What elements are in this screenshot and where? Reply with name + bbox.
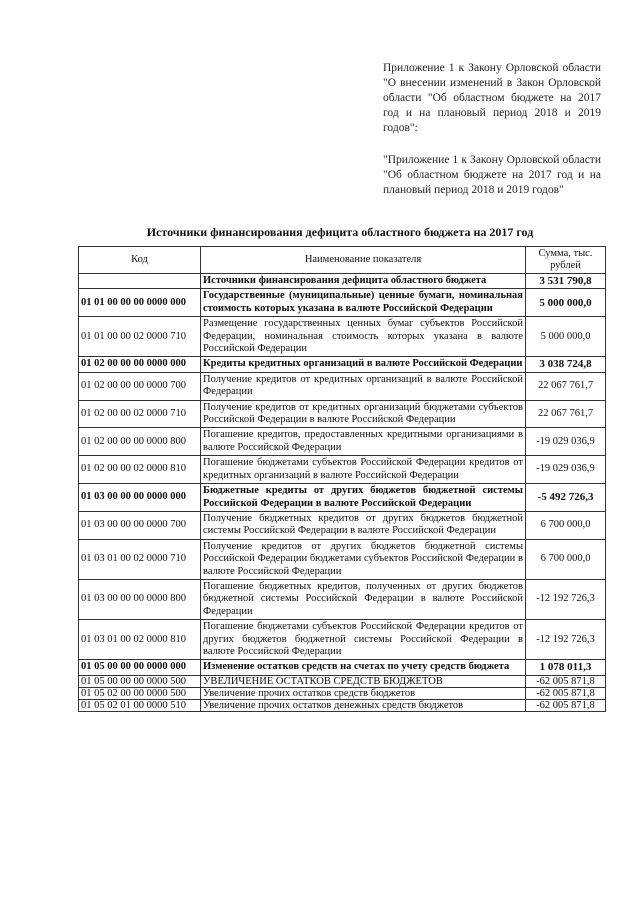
row-sum: 6 700 000,0	[526, 539, 606, 579]
row-name: Источники финансирования дефицита областного бюджета	[201, 274, 526, 289]
table-row	[79, 620, 606, 660]
row-name: Погашение бюджетами субъектов Российской Федерации кредитов от других бюджетов бюджетной системы Российской Федерации в валюте Российской Федерации	[201, 620, 526, 660]
table-row	[79, 357, 606, 372]
row-sum: -62 005 871,8	[526, 687, 606, 699]
row-code: 01 05 00 00 00 0000 000	[79, 660, 201, 675]
row-code: 01 02 00 00 02 0000 810	[79, 456, 201, 484]
table-row	[79, 274, 606, 289]
table-row	[79, 579, 606, 619]
table-row	[79, 675, 606, 687]
row-sum: -62 005 871,8	[526, 675, 606, 687]
table-row	[79, 687, 606, 699]
table-row	[79, 484, 606, 512]
row-code: 01 02 00 00 00 0000 800	[79, 428, 201, 456]
row-name: Получение кредитов от кредитных организаций бюджетами субъектов Российской Федерации в валюте Российской Федерации	[201, 400, 526, 428]
row-name: Получение бюджетных кредитов от других бюджетов бюджетной системы Российской Федерации в валюте Российской Федерации	[201, 511, 526, 539]
row-sum: -5 492 726,3	[526, 484, 606, 512]
row-name: Увеличение прочих остатков средств бюджетов	[201, 687, 526, 699]
row-sum: 6 700 000,0	[526, 511, 606, 539]
appendix-reference: Приложение 1 к Закону Орловской области "О внесении изменений в Закон Орловской области "Об областном бюджете на 2017 год и на плановый период 2018 и 2019 годов":	[383, 62, 601, 134]
header-code: Код	[79, 247, 201, 274]
row-sum: 22 067 761,7	[526, 372, 606, 400]
row-name: Погашение бюджетных кредитов, полученных от других бюджетов бюджетной системы Российской Федерации в валюте Российской Федерации	[201, 579, 526, 619]
table-row	[79, 428, 606, 456]
row-name: Кредиты кредитных организаций в валюте Российской Федерации	[201, 357, 526, 372]
row-code: 01 02 00 00 00 0000 700	[79, 372, 201, 400]
table-row	[79, 699, 606, 711]
header-sum: Сумма, тыс. рублей	[526, 247, 606, 274]
row-sum: -19 029 036,9	[526, 428, 606, 456]
table-row	[79, 372, 606, 400]
row-name: Получение кредитов от кредитных организаций в валюте Российской Федерации	[201, 372, 526, 400]
table-row	[79, 511, 606, 539]
row-code: 01 03 00 00 00 0000 700	[79, 511, 201, 539]
row-sum: -12 192 726,3	[526, 620, 606, 660]
row-code: 01 02 00 00 00 0000 000	[79, 357, 201, 372]
row-name: УВЕЛИЧЕНИЕ ОСТАТКОВ СРЕДСТВ БЮДЖЕТОВ	[201, 675, 526, 687]
row-name: Изменение остатков средств на счетах по учету средств бюджета	[201, 660, 526, 675]
row-name: Размещение государственных ценных бумаг субъектов Российской Федерации, номинальная стоимость которых указана в валюте Российской Федерации	[201, 317, 526, 357]
row-code: 01 03 01 00 02 0000 810	[79, 620, 201, 660]
row-sum: 22 067 761,7	[526, 400, 606, 428]
row-sum: 1 078 011,3	[526, 660, 606, 675]
document-title: Источники финансирования дефицита областного бюджета на 2017 год	[146, 225, 534, 239]
row-code: 01 03 00 00 00 0000 000	[79, 484, 201, 512]
row-sum: 5 000 000,0	[526, 317, 606, 357]
row-name: Погашение кредитов, предоставленных кредитными организациями в валюте Российской Федерации	[201, 428, 526, 456]
row-code: 01 05 00 00 00 0000 500	[79, 675, 201, 687]
row-code: 01 01 00 00 00 0000 000	[79, 289, 201, 317]
table-header-row	[79, 247, 606, 274]
table-body	[79, 274, 606, 712]
row-sum: 3 531 790,8	[526, 274, 606, 289]
table-row	[79, 317, 606, 357]
row-name: Увеличение прочих остатков денежных средств бюджетов	[201, 699, 526, 711]
row-sum: -19 029 036,9	[526, 456, 606, 484]
row-code	[79, 274, 201, 289]
financing-sources-table	[78, 246, 606, 712]
table-row	[79, 660, 606, 675]
row-sum: -12 192 726,3	[526, 579, 606, 619]
row-name: Бюджетные кредиты от других бюджетов бюджетной системы Российской Федерации в валюте Российской Федерации	[201, 484, 526, 512]
row-code: 01 03 01 00 02 0000 710	[79, 539, 201, 579]
row-sum: 5 000 000,0	[526, 289, 606, 317]
table-row	[79, 400, 606, 428]
table-row	[79, 456, 606, 484]
row-name: Получение кредитов от других бюджетов бюджетной системы Российской Федерации бюджетами субъектов Российской Федерации в валюте Российской Федерации	[201, 539, 526, 579]
row-name: Погашение бюджетами субъектов Российской Федерации кредитов от кредитных организаций в валюте Российской Федерации	[201, 456, 526, 484]
row-sum: 3 038 724,8	[526, 357, 606, 372]
row-sum: -62 005 871,8	[526, 699, 606, 711]
table-row	[79, 539, 606, 579]
row-code: 01 02 00 00 02 0000 710	[79, 400, 201, 428]
row-code: 01 01 00 00 02 0000 710	[79, 317, 201, 357]
table-row	[79, 289, 606, 317]
table-header	[79, 247, 606, 274]
appendix-quote: "Приложение 1 к Закону Орловской области "Об областном бюджете на 2017 год и на плановый период 2018 и 2019 годов"	[383, 154, 601, 196]
row-code: 01 05 02 01 00 0000 510	[79, 699, 201, 711]
row-code: 01 05 02 00 00 0000 500	[79, 687, 201, 699]
row-code: 01 03 00 00 00 0000 800	[79, 579, 201, 619]
header-name: Наименование показателя	[201, 247, 526, 274]
row-name: Государственные (муниципальные) ценные бумаги, номинальная стоимость которых указана в валюте Российской Федерации	[201, 289, 526, 317]
